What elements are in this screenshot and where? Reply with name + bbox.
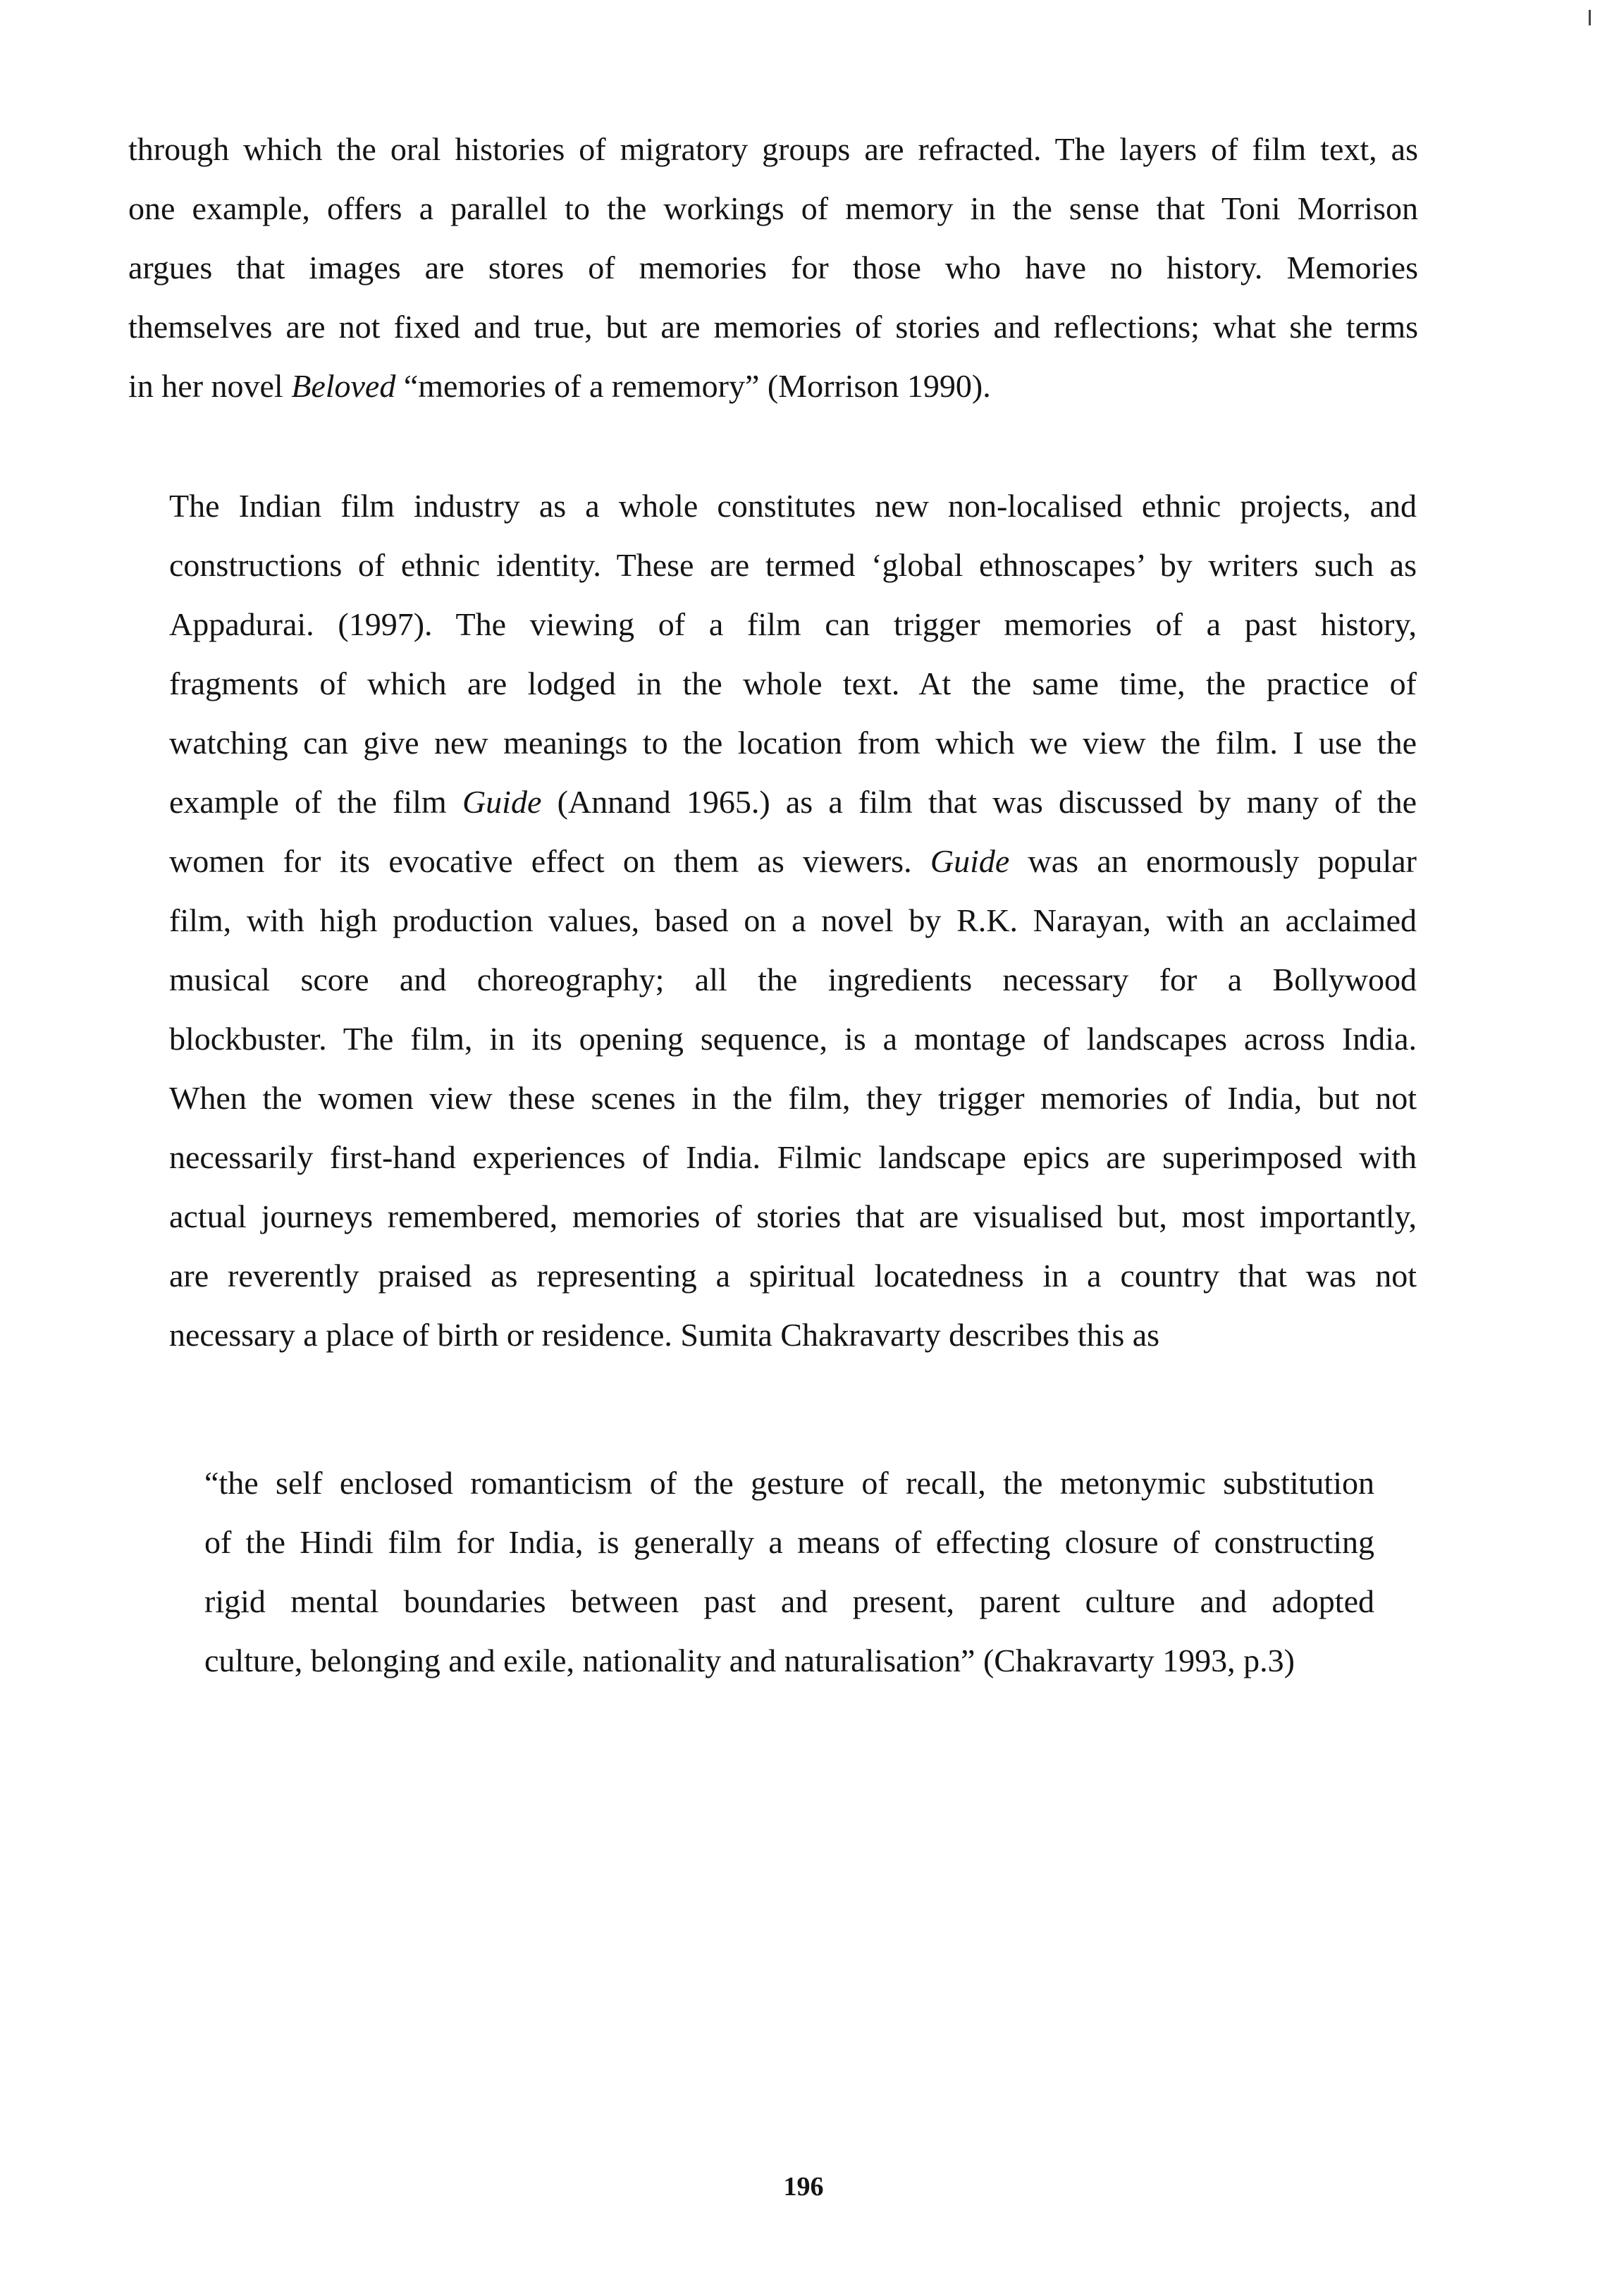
novel-title: Beloved — [291, 368, 396, 404]
text-line: themselves are not fixed and true, but are memories of stories and reflections; what she terms — [128, 309, 1418, 345]
text-line: blockbuster. The film, in its opening sequence, is a montage of landscapes across India. — [169, 1021, 1417, 1057]
quote-line: culture, belonging and exile, nationality and naturalisation” (Chakravarty 1993, p.3) — [204, 1643, 1295, 1678]
text-line: The Indian film industry as a whole constitutes new non-localised ethnic projects, and — [169, 488, 1417, 524]
text-line: Appadurai. (1997). The viewing of a film can trigger memories of a past history, — [169, 606, 1417, 642]
block-quote — [204, 1454, 1374, 1690]
quote-line: “the self enclosed romanticism of the gesture of recall, the metonymic substitution — [204, 1465, 1374, 1501]
text-span: “memories of a rememory” (Morrison 1990). — [395, 368, 991, 404]
text-span: example of the film — [169, 784, 462, 820]
text-span: was an enormously popular — [1009, 843, 1417, 879]
text-line: one example, offers a parallel to the workings of memory in the sense that Toni Morrison — [128, 190, 1418, 226]
text-line: watching can give new meanings to the location from which we view the film. I use the — [169, 725, 1417, 761]
text-line: argues that images are stores of memories for those who have no history. Memories — [128, 250, 1418, 286]
text-line: are reverently praised as representing a spiritual locatedness in a country that was not — [169, 1258, 1417, 1294]
text-line: When the women view these scenes in the film, they trigger memories of India, but not — [169, 1080, 1417, 1116]
text-span: women for its evocative effect on them as viewers. — [169, 843, 930, 879]
text-span: in her novel — [128, 368, 292, 404]
text-line: through which the oral histories of migratory groups are refracted. The layers of film text, as — [128, 131, 1418, 167]
text-line — [128, 357, 1418, 416]
text-span: (Annand 1965.) as a film that was discussed by many of the — [541, 784, 1417, 820]
film-title: Guide — [930, 843, 1010, 879]
scan-mark — [1589, 10, 1591, 25]
text-line: necessarily first-hand experiences of India. Filmic landscape epics are superimposed with — [169, 1139, 1417, 1175]
text-line: musical score and choreography; all the ingredients necessary for a Bollywood — [169, 962, 1417, 997]
paragraph-1 — [128, 120, 1418, 416]
page-number: 196 — [783, 2172, 824, 2202]
film-title: Guide — [462, 784, 542, 820]
text-line: actual journeys remembered, memories of stories that are visualised but, most importantly, — [169, 1198, 1417, 1234]
text-line: constructions of ethnic identity. These are termed ‘global ethnoscapes’ by writers such as — [169, 547, 1417, 583]
quote-line: rigid mental boundaries between past and present, parent culture and adopted — [204, 1583, 1374, 1619]
text-line: necessary a place of birth or residence. Sumita Chakravarty describes this as — [169, 1317, 1160, 1353]
text-line: film, with high production values, based on a novel by R.K. Narayan, with an acclaimed — [169, 902, 1417, 938]
paragraph-2 — [169, 477, 1417, 1365]
text-line — [169, 832, 1417, 891]
quote-line: of the Hindi film for India, is generally a means of effecting closure of constructing — [204, 1524, 1374, 1560]
text-line: fragments of which are lodged in the whole text. At the same time, the practice of — [169, 665, 1417, 701]
text-line — [169, 773, 1417, 832]
